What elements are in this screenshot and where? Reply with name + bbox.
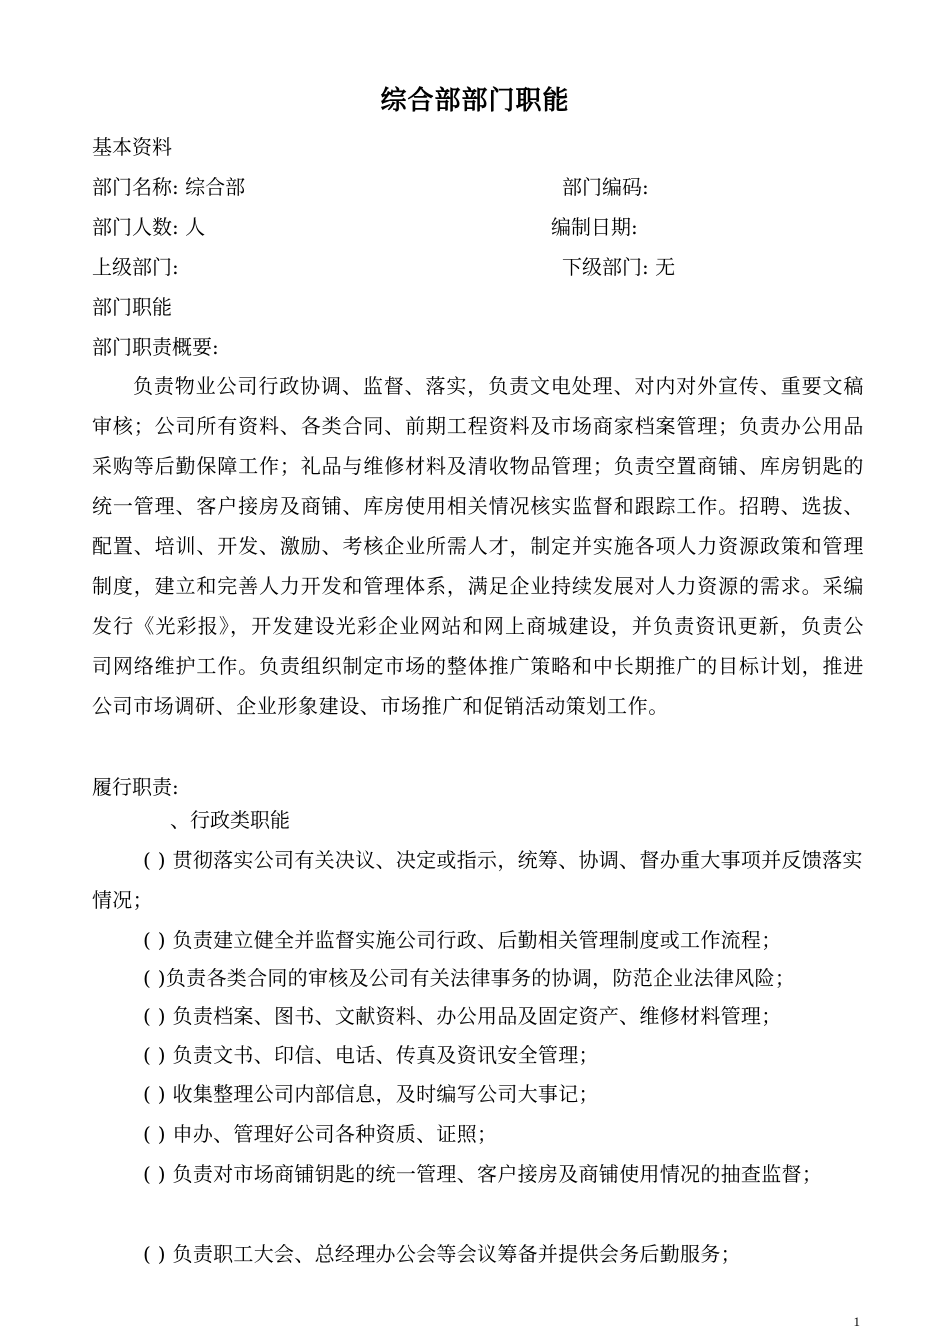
compile-date-field: 编制日期: xyxy=(551,215,638,239)
duty-item: ( )负责各类合同的审核及公司有关法律事务的协调，防范企业法律风险； xyxy=(143,966,796,990)
duty-item: ( ) 负责文书、印信、电话、传真及资讯安全管理； xyxy=(143,1043,599,1067)
dept-code-field: 部门编码: xyxy=(562,175,649,199)
superior-dept-field: 上级部门: xyxy=(92,255,179,279)
dept-name-field: 部门名称: 综合部 xyxy=(92,175,246,199)
page-number: 1 xyxy=(853,1314,860,1329)
subordinate-dept-field: 下级部门: 无 xyxy=(562,255,676,279)
basic-info-heading: 基本资料 xyxy=(92,135,172,159)
duty-item: ( ) 收集整理公司内部信息，及时编写公司大事记； xyxy=(143,1082,599,1106)
admin-functions-heading: 、行政类职能 xyxy=(170,808,290,832)
page-title: 综合部部门职能 xyxy=(380,86,570,116)
duty-item: ( ) 申办、管理好公司各种资质、证照； xyxy=(143,1122,498,1146)
duty-item: ( ) 负责对市场商铺钥匙的统一管理、客户接房及商铺使用情况的抽查监督； xyxy=(143,1162,823,1186)
summary-paragraph: 负责物业公司行政协调、监督、落实，负责文电处理、对内对外宣传、重要文稿审核；公司所有资料、各类合同、前期工程资料及市场商家档案管理；负责办公用品采购等后勤保障工作；礼品与维修材料及清收物品管理；负责空置商铺、库房钥匙的统一管理、客户接房及商铺、库房使用相关情况核实监督和跟踪工作。招聘、选拔、配置、培训、开发、激励、考核企业所需人才，制定并实施各项人力资源政策和管理制度，建立和完善人力开发和管理体系，满足企业持续发展对人力资源的需求。采编发行《光彩报》，开发建设光彩企业网站和网上商城建设，并负责资讯更新，负责公司网络维护工作。负责组织制定市场的整体推广策略和中长期推广的目标计划，推进公司市场调研、企业形象建设、市场推广和促销活动策划工作。 xyxy=(92,374,864,718)
duty-item: ( ) 负责职工大会、总经理办公会等会议筹备并提供会务后勤服务； xyxy=(143,1242,741,1266)
summary-heading: 部门职责概要: xyxy=(92,335,219,359)
duties-heading: 履行职责: xyxy=(92,775,179,799)
function-heading: 部门职能 xyxy=(92,295,172,319)
duty-item: ( ) 负责建立健全并监督实施公司行政、后勤相关管理制度或工作流程； xyxy=(143,928,782,952)
duty-item: ( ) 贯彻落实公司有关决议、决定或指示，统筹、协调、督办重大事项并反馈落实情况； xyxy=(92,848,863,912)
duty-item: ( ) 负责档案、图书、文献资料、办公用品及固定资产、维修材料管理； xyxy=(143,1004,782,1028)
dept-headcount-field: 部门人数: 人 xyxy=(92,215,206,239)
